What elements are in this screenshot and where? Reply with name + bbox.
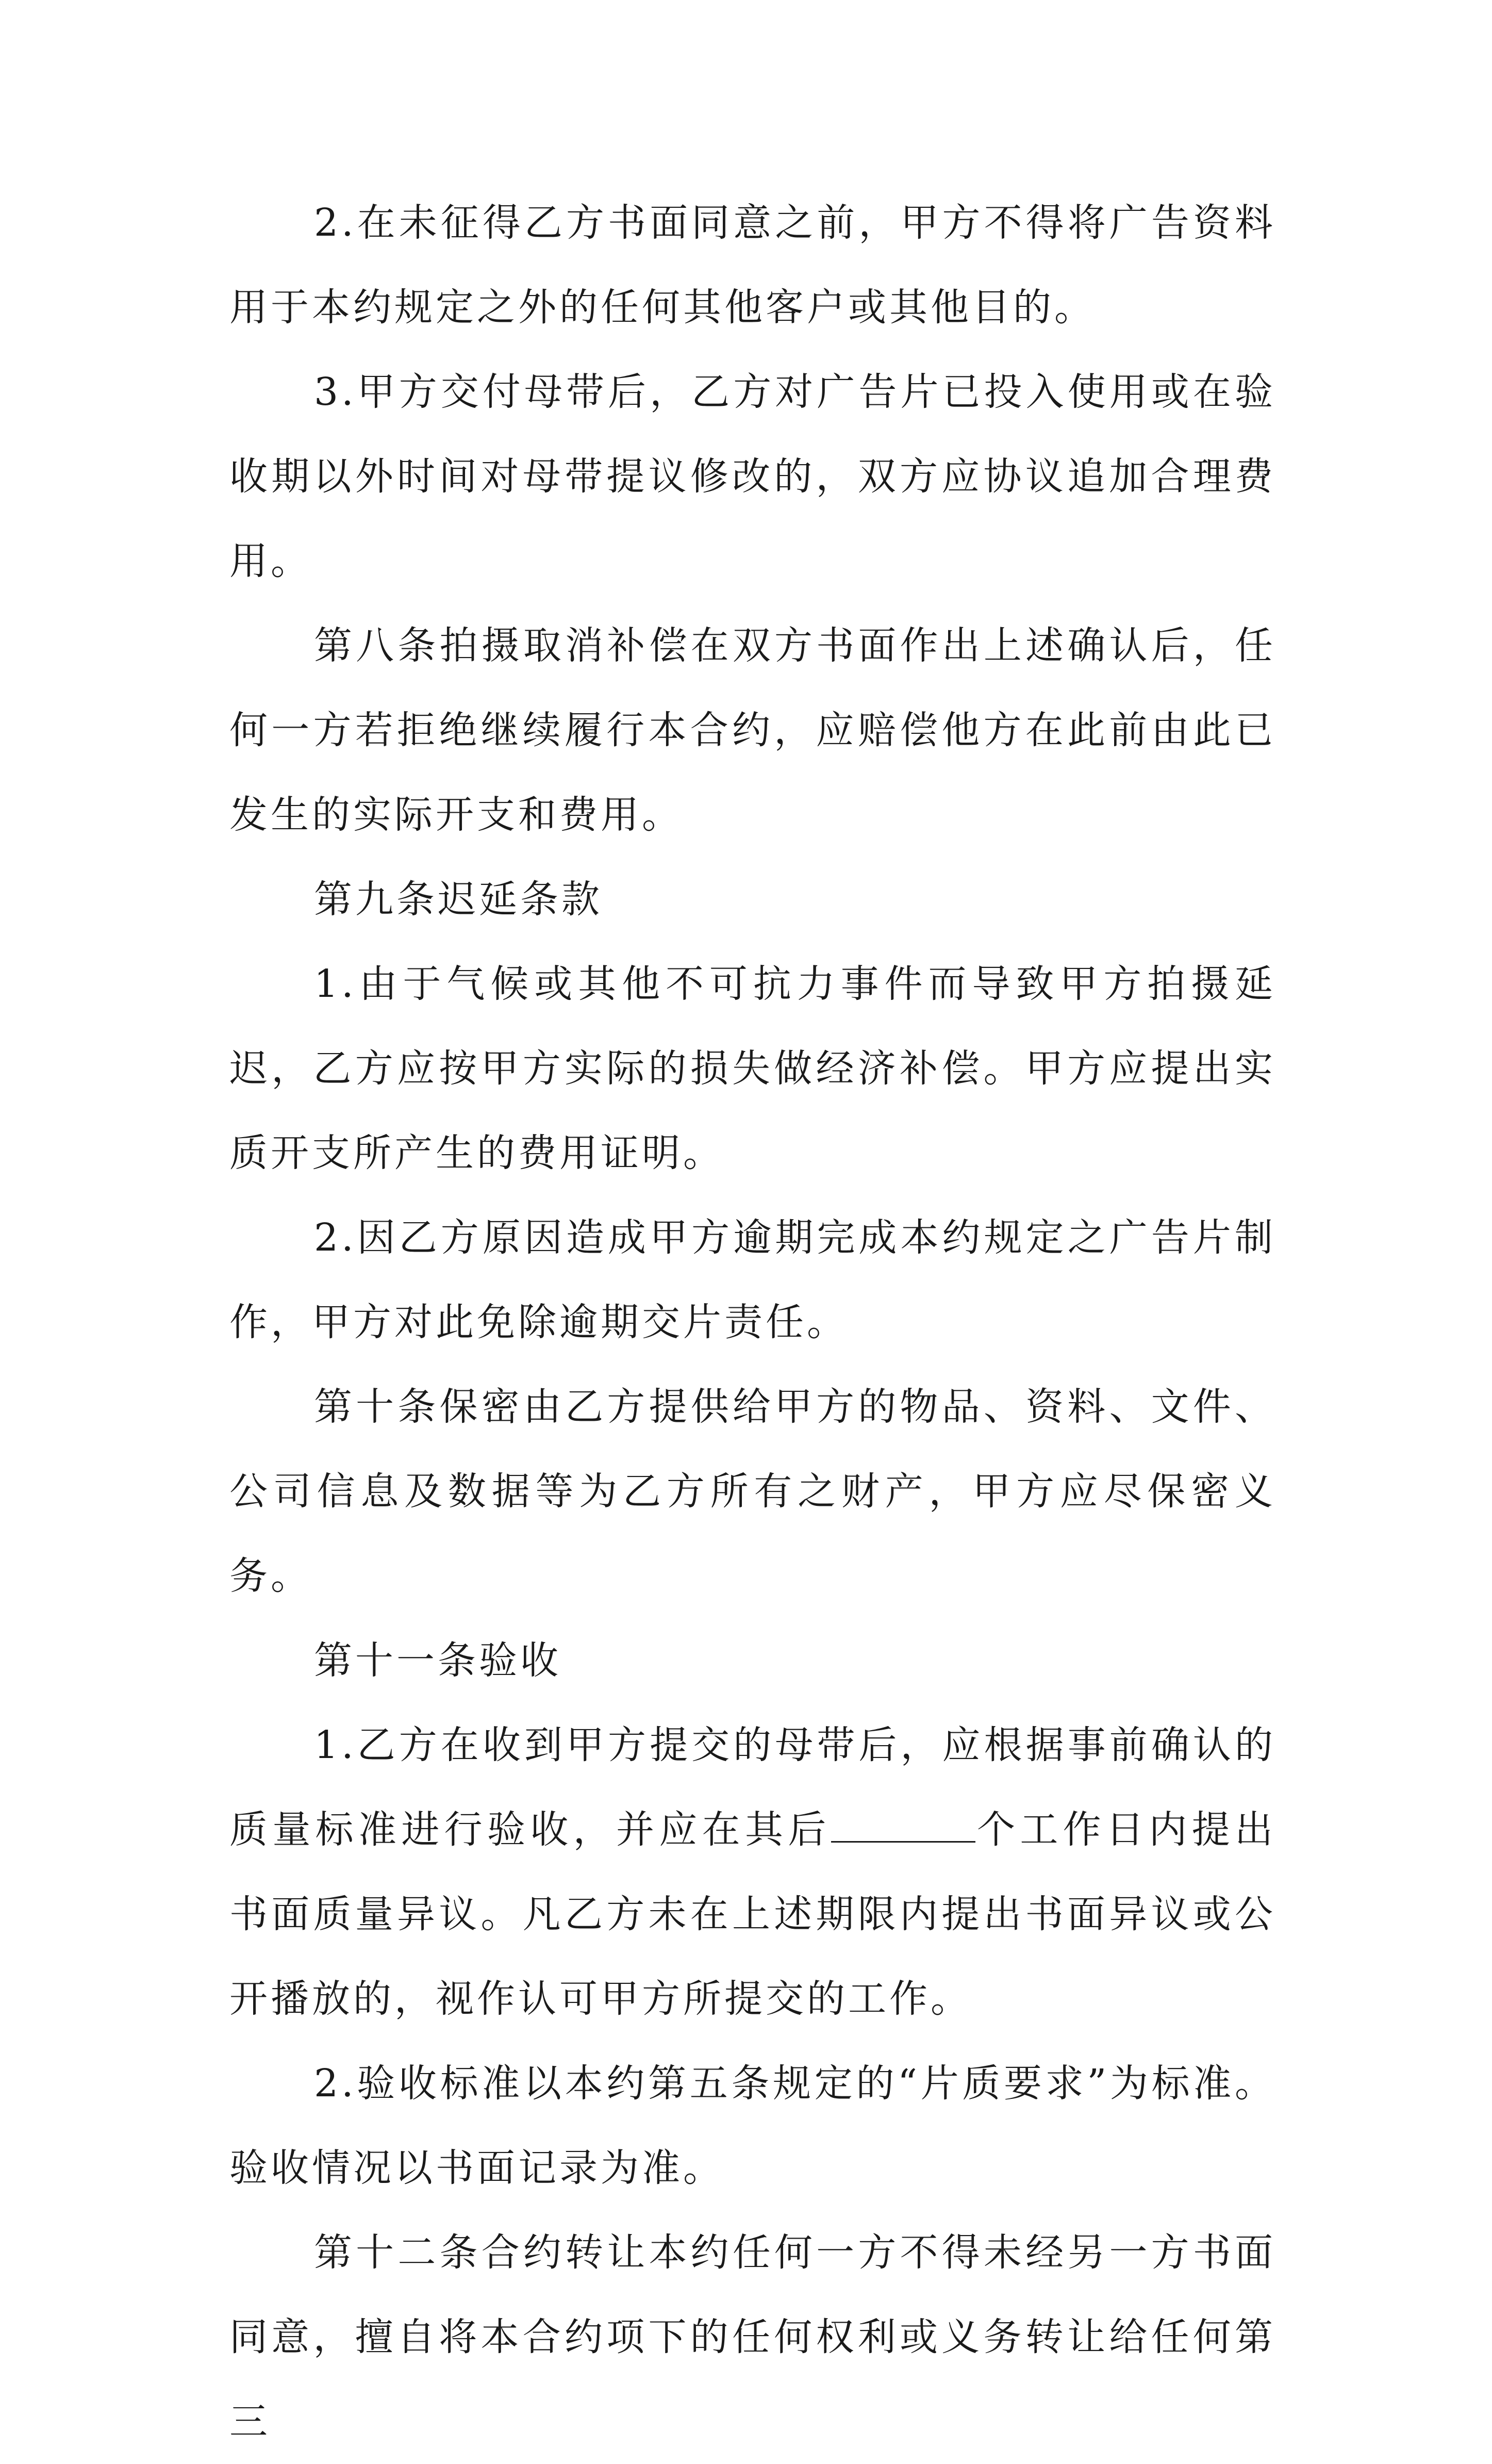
paragraph-clause-9-item-1: 1.由于气候或其他不可抗力事件而导致甲方拍摄延迟，乙方应按甲方实际的损失做经济补偿。甲方应提出实质开支所产生的费用证明。 bbox=[229, 962, 1276, 1175]
paragraph-clause-8: 第八条拍摄取消补偿在双方书面作出上述确认后，任何一方若拒绝继续履行本合约，应赔偿他方在此前由此已发生的实际开支和费用。 bbox=[229, 623, 1276, 837]
paragraph-clause-7-item-3: 3.甲方交付母带后，乙方对广告片已投入使用或在验收期以外时间对母带提议修改的，双方应协议追加合理费用。 bbox=[229, 370, 1276, 583]
paragraph-clause-11-item-1 bbox=[229, 1703, 1276, 2041]
paragraph-clause-12: 第十二条合约转让本约任何一方不得未经另一方书面同意，擅自将本合约项下的任何权利或义务转让给任何第三 bbox=[229, 2230, 1276, 2444]
clause-11-item-1-after-blank: 个工作日内提出书面质量异议。凡乙方未在上述期限内提出书面异议或公开播放的，视作认可甲方所提交的工作。 bbox=[229, 1808, 1277, 2021]
clause-11-item-1-before-blank: 1.乙方在收到甲方提交的母带后，应根据事前确认的质量标准进行验收，并应在其后 bbox=[229, 1723, 1276, 1852]
paragraph-clause-10: 第十条保密由乙方提供给甲方的物品、资料、文件、公司信息及数据等为乙方所有之财产，甲方应尽保密义务。 bbox=[229, 1385, 1276, 1598]
document-body bbox=[229, 180, 1276, 2464]
paragraph-clause-9-item-2: 2.因乙方原因造成甲方逾期完成本约规定之广告片制作，甲方对此免除逾期交片责任。 bbox=[229, 1215, 1276, 1344]
paragraph-clause-7-item-2: 2.在未征得乙方书面同意之前，甲方不得将广告资料用于本约规定之外的任何其他客户或其他目的。 bbox=[229, 201, 1276, 330]
heading-clause-9: 第九条迟延条款 bbox=[314, 877, 603, 922]
heading-clause-11: 第十一条验收 bbox=[314, 1638, 561, 1683]
fill-in-blank-days bbox=[831, 1810, 975, 1843]
paragraph-clause-11-item-2: 2.验收标准以本约第五条规定的“片质要求”为标准。验收情况以书面记录为准。 bbox=[229, 2061, 1276, 2190]
